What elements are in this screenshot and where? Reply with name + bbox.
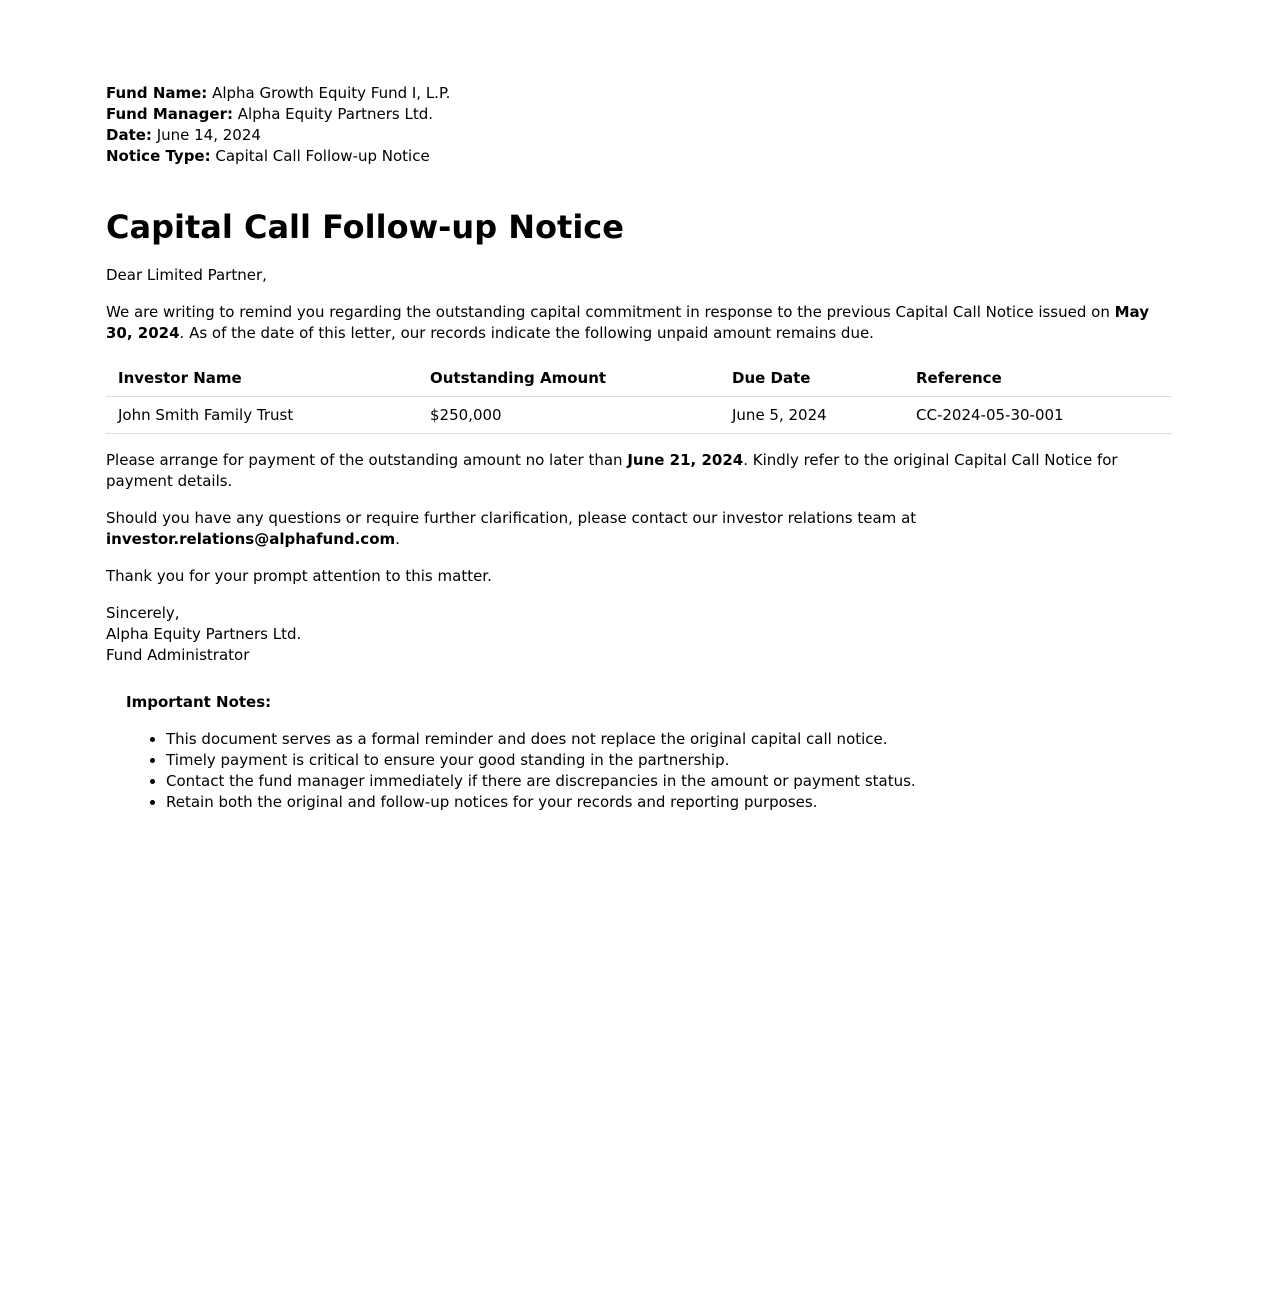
list-item: • Retain both the original and follow-up notices for your records and reporting purposes. xyxy=(166,792,1172,813)
intro-text-before: We are writing to remind you regarding the outstanding capital commitment in response to the previous Capital Call Notice issued on xyxy=(106,303,1115,321)
notice-type-label: Notice Type: xyxy=(106,147,211,165)
signature-block xyxy=(106,603,1172,666)
cell-reference: CC-2024-05-30-001 xyxy=(904,397,1172,434)
header-due-date: Due Date xyxy=(720,360,904,397)
fund-manager-line xyxy=(106,104,1172,125)
thanks-paragraph: Thank you for your prompt attention to this matter. xyxy=(106,567,492,585)
fund-name-label: Fund Name: xyxy=(106,84,208,102)
signature-company: Alpha Equity Partners Ltd. xyxy=(106,625,302,643)
date-label: Date: xyxy=(106,126,152,144)
important-notes xyxy=(126,692,1172,813)
cell-investor-name: John Smith Family Trust xyxy=(106,397,418,434)
contact-text-before: Should you have any questions or require further clarification, please contact our investor relations team at xyxy=(106,509,917,527)
contact-text-after: . xyxy=(395,530,400,548)
payment-text-after: . Kindly refer to the original Capital Call Notice for payment details. xyxy=(106,451,1118,490)
page-title: Capital Call Follow-up Notice xyxy=(106,208,624,246)
contact-paragraph xyxy=(106,508,1172,550)
notice-type-line xyxy=(106,146,1172,167)
cell-outstanding-amount: $250,000 xyxy=(418,397,720,434)
notes-list xyxy=(126,729,1172,813)
salutation: Dear Limited Partner, xyxy=(106,266,267,284)
date-value: June 14, 2024 xyxy=(156,126,261,144)
list-item: • This document serves as a formal reminder and does not replace the original capital call notice. xyxy=(166,729,1172,750)
notes-title: Important Notes: xyxy=(126,693,272,711)
list-item: • Contact the fund manager immediately if there are discrepancies in the amount or payment status. xyxy=(166,771,1172,792)
fund-name-line xyxy=(106,83,1172,104)
payment-deadline: June 21, 2024 xyxy=(627,451,744,469)
issued-date: May 30, 2024 xyxy=(106,303,1149,342)
intro-paragraph xyxy=(106,302,1172,344)
header-outstanding-amount: Outstanding Amount xyxy=(418,360,720,397)
outstanding-table xyxy=(106,360,1172,434)
payment-text-before: Please arrange for payment of the outstanding amount no later than xyxy=(106,451,628,469)
payment-paragraph xyxy=(106,450,1172,492)
fund-header xyxy=(106,83,1172,167)
signature-role: Fund Administrator xyxy=(106,646,250,664)
fund-manager-label: Fund Manager: xyxy=(106,105,233,123)
contact-email: investor.relations@alphafund.com xyxy=(106,530,396,548)
intro-text-after: . As of the date of this letter, our records indicate the following unpaid amount remains due. xyxy=(179,324,874,342)
table-header-row xyxy=(106,360,1172,397)
table-row xyxy=(106,397,1172,434)
notice-type-value: Capital Call Follow-up Notice xyxy=(215,147,430,165)
list-item: • Timely payment is critical to ensure your good standing in the partnership. xyxy=(166,750,1172,771)
header-reference: Reference xyxy=(904,360,1172,397)
signature-closing: Sincerely, xyxy=(106,604,180,622)
date-line xyxy=(106,125,1172,146)
fund-manager-value: Alpha Equity Partners Ltd. xyxy=(237,105,434,123)
cell-due-date: June 5, 2024 xyxy=(720,397,904,434)
fund-name-value: Alpha Growth Equity Fund I, L.P. xyxy=(212,84,451,102)
header-investor-name: Investor Name xyxy=(106,360,418,397)
